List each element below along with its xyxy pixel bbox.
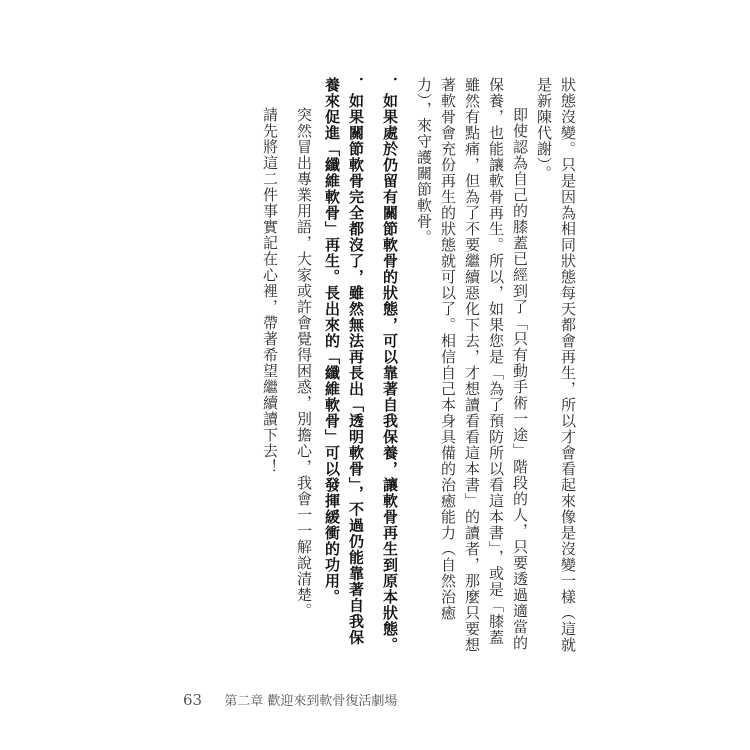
- paragraph-self-care: 即使認為自己的膝蓋已經到了「只有動手術一途」階段的人，只要透過適當的保養，也能讓軟骨再生。所以，如果您是「為了預防所以看這本書」，或是「膝蓋雖然有點痛，但為了不要繼續惡化下去，才想讀看看這本書」的讀者，那麼只要想著軟骨會充份再生的狀態就可以了。相信自己本身具備的治癒能力（自然治癒力），來守護關節軟骨。: [415, 77, 529, 653]
- bullet-cartilage-remaining: ．如果處於仍留有關節軟骨的狀態，可以靠著自我保養，讓軟骨再生到原本狀態。: [381, 77, 399, 653]
- paragraph-continuation: 狀態沒變。只是因為相同狀態每天都會再生，所以才會看起來像是沒變一樣（這就是新陳代謝）。: [535, 77, 577, 653]
- bullet-cartilage-gone: ．如果關節軟骨完全都沒了，雖然無法再長出「透明軟骨」，不過仍能靠著自我保養來促進「纖維軟骨」再生。長出來的「纖維軟骨」可以發揮緩衝的功用。: [323, 77, 365, 646]
- paragraph-closing: 請先將這二件事實記在心裡，帶著希望繼續讀下去！: [261, 107, 279, 475]
- page-number: 63: [183, 691, 203, 709]
- chapter-title: 第二章 歡迎來到軟骨復活劇場: [224, 694, 398, 709]
- paragraph-terminology: 突然冒出專業用語，大家或許會覺得困惑，別擔心，我會一一解說清楚。: [295, 107, 313, 619]
- page-footer: [183, 690, 397, 709]
- vertical-body-text: [258, 77, 580, 657]
